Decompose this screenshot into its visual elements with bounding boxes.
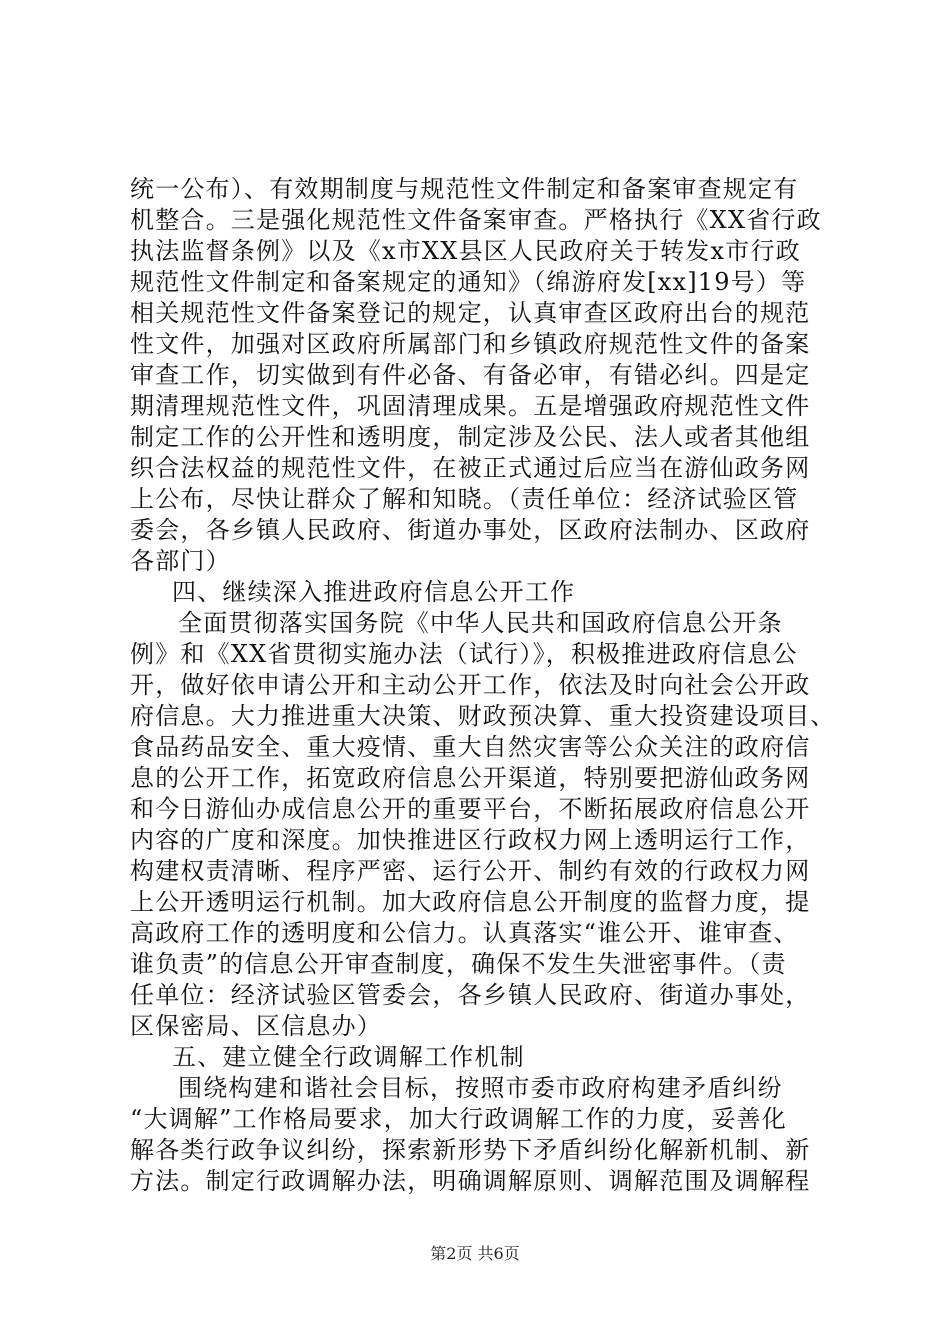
text-line: 机整合。三是强化规范性文件备案审查。严格执行《XX省行政 [130, 206, 822, 234]
text-line: 内容的广度和深度。加快推进区行政权力网上透明运行工作， [130, 826, 811, 854]
text-line: 规范性文件制定和备案规定的通知》（绵游府发[xx]19号）等 [130, 268, 807, 296]
page-number-footer: 第2页 共6页 [430, 1244, 520, 1263]
text-line: 上公开透明运行机制。加大政府信息公开制度的监督力度，提 [130, 888, 811, 916]
section-heading: 四、继续深入推进政府信息公开工作 [172, 578, 576, 606]
text-line: 息的公开工作，拓宽政府信息公开渠道，特别要把游仙政务网 [130, 764, 811, 792]
text-line: 构建权责清晰、程序严密、运行公开、制约有效的行政权力网 [130, 857, 811, 885]
text-line: 食品药品安全、重大疫情、重大自然灾害等公众关注的政府信 [130, 733, 811, 761]
text-line: 委会，各乡镇人民政府、街道办事处，区政府法制办、区政府 [130, 516, 811, 544]
text-line: 任单位：经济试验区管委会，各乡镇人民政府、街道办事处， [130, 981, 811, 1009]
paragraph-first-line: 围绕构建和谐社会目标，按照市委市政府构建矛盾纠纷 [178, 1074, 783, 1102]
text-line: 执法监督条例》以及《x市XX县区人民政府关于转发x市行政 [130, 237, 801, 265]
text-line: 和今日游仙办成信息公开的重要平台，不断拓展政府信息公开 [130, 795, 811, 823]
text-line: 开，做好依申请公开和主动公开工作，依法及时向社会公开政 [130, 671, 811, 699]
text-line: 性文件，加强对区政府所属部门和乡镇政府规范性文件的备案 [130, 330, 811, 358]
text-line: 织合法权益的规范性文件，在被正式通过后应当在游仙政务网 [130, 454, 811, 482]
text-line: 区保密局、区信息办） [130, 1012, 382, 1040]
text-line: “大调解”工作格局要求，加大行政调解工作的力度，妥善化 [130, 1105, 787, 1133]
document-body [130, 174, 836, 1197]
text-line: 统一公布）、有效期制度与规范性文件制定和备案审查规定有 [130, 175, 799, 203]
text-line: 例》和《XX省贯彻实施办法（试行）》，积极推进政府信息公 [130, 640, 798, 668]
text-line: 高政府工作的透明度和公信力。认真落实“谁公开、谁审查、 [130, 919, 799, 947]
text-line: 各部门） [130, 547, 231, 575]
section-heading: 五、建立健全行政调解工作机制 [172, 1043, 525, 1071]
text-line: 审查工作，切实做到有件必备、有备必审，有错必纠。四是定 [130, 361, 811, 389]
text-line: 谁负责”的信息公开审查制度，确保不发生失泄密事件。（责 [130, 950, 787, 978]
text-line: 方法。制定行政调解办法，明确调解原则、调解范围及调解程 [130, 1167, 811, 1195]
text-line: 制定工作的公开性和透明度，制定涉及公民、法人或者其他组 [130, 423, 811, 451]
text-line: 相关规范性文件备案登记的规定，认真审查区政府出台的规范 [130, 299, 811, 327]
text-line: 解各类行政争议纠纷，探索新形势下矛盾纠纷化解新机制、新 [130, 1136, 811, 1164]
text-line: 府信息。大力推进重大决策、财政预决算、重大投资建设项目、 [130, 702, 836, 730]
text-line: 期清理规范性文件，巩固清理成果。五是增强政府规范性文件 [130, 392, 811, 420]
paragraph-first-line: 全面贯彻落实国务院《中华人民共和国政府信息公开条 [178, 609, 783, 637]
text-line: 上公布，尽快让群众了解和知晓。（责任单位：经济试验区管 [130, 485, 799, 513]
